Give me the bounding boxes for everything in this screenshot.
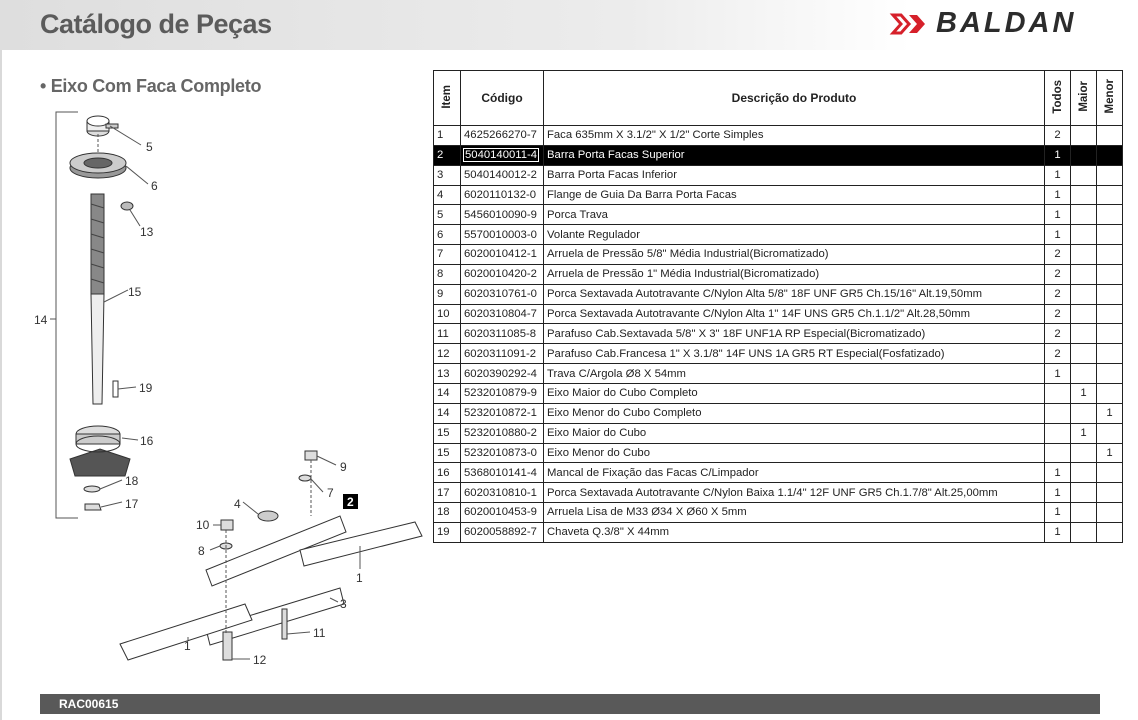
cell-all: 1	[1045, 463, 1071, 483]
cell-code: 6020058892-7	[461, 522, 544, 542]
cell-minor	[1097, 165, 1123, 185]
cell-all: 2	[1045, 264, 1071, 284]
cell-minor	[1097, 145, 1123, 165]
cell-all: 1	[1045, 522, 1071, 542]
cell-description: Faca 635mm X 3.1/2" X 1/2" Corte Simples	[544, 126, 1045, 146]
table-row[interactable]	[434, 423, 1123, 443]
cell-item: 9	[434, 284, 461, 304]
cell-all: 2	[1045, 284, 1071, 304]
callout-10: 10	[196, 518, 210, 532]
cell-description: Porca Sextavada Autotravante C/Nylon Baixa 1.1/4" 12F UNF GR5 Ch.1.7/8" Alt.25,00mm	[544, 483, 1045, 503]
cell-code: 6020310804-7	[461, 304, 544, 324]
cell-code: 6020311085-8	[461, 324, 544, 344]
cell-code: 5040140011-4	[461, 145, 544, 165]
callout-5: 5	[146, 140, 153, 154]
cell-code: 5232010880-2	[461, 423, 544, 443]
cell-item: 11	[434, 324, 461, 344]
cell-code: 6020010420-2	[461, 264, 544, 284]
cell-item: 7	[434, 245, 461, 265]
header-item: Item	[434, 71, 461, 126]
brand-logo	[889, 6, 1104, 42]
cell-all: 1	[1045, 503, 1071, 523]
part-10-nut	[221, 520, 233, 530]
cell-item: 19	[434, 522, 461, 542]
part-18-washer	[84, 486, 100, 492]
table-row[interactable]	[434, 185, 1123, 205]
cell-code: 6020311091-2	[461, 344, 544, 364]
cell-description: Porca Sextavada Autotravante C/Nylon Alta 5/8" 18F UNF GR5 Ch.15/16" Alt.19,50mm	[544, 284, 1045, 304]
parts-table-body	[434, 126, 1123, 543]
cell-code: 5570010003-0	[461, 225, 544, 245]
cell-code: 6020110132-0	[461, 185, 544, 205]
cell-all: 1	[1045, 185, 1071, 205]
part-7-washer	[299, 475, 311, 481]
cell-minor	[1097, 264, 1123, 284]
cell-major	[1071, 503, 1097, 523]
cell-major	[1071, 284, 1097, 304]
table-row[interactable]	[434, 483, 1123, 503]
cell-minor	[1097, 364, 1123, 384]
document-code: RAC00615	[59, 697, 119, 711]
cell-minor	[1097, 383, 1123, 403]
cell-description: Barra Porta Facas Inferior	[544, 165, 1045, 185]
cell-item: 17	[434, 483, 461, 503]
cell-all	[1045, 423, 1071, 443]
cell-description: Parafuso Cab.Francesa 1" X 3.1/8" 14F UNS 1A GR5 RT Especial(Fosfatizado)	[544, 344, 1045, 364]
cell-minor	[1097, 483, 1123, 503]
cell-description: Porca Trava	[544, 205, 1045, 225]
cell-minor	[1097, 463, 1123, 483]
header-description: Descrição do Produto	[544, 71, 1045, 126]
cell-description: Volante Regulador	[544, 225, 1045, 245]
cell-minor	[1097, 503, 1123, 523]
brand-chevron-icon	[889, 6, 933, 42]
cell-code: 5232010879-9	[461, 383, 544, 403]
cell-code: 6020010412-1	[461, 245, 544, 265]
cell-minor	[1097, 344, 1123, 364]
page-title: Catálogo de Peças	[40, 9, 272, 39]
cell-item: 4	[434, 185, 461, 205]
cell-description: Eixo Maior do Cubo Completo	[544, 383, 1045, 403]
callout-1-upper: 1	[356, 571, 363, 585]
cell-minor: 1	[1097, 443, 1123, 463]
part-9-nut	[305, 451, 317, 460]
table-row[interactable]	[434, 522, 1123, 542]
callout-18: 18	[125, 474, 139, 488]
footer-bar	[40, 694, 1100, 714]
cell-major	[1071, 304, 1097, 324]
cell-major: 1	[1071, 423, 1097, 443]
cell-description: Porca Sextavada Autotravante C/Nylon Alta 1" 14F UNS GR5 Ch.1.1/2" Alt.28,50mm	[544, 304, 1045, 324]
table-row[interactable]	[434, 383, 1123, 403]
callout-3: 3	[340, 597, 347, 611]
section-title: • Eixo Com Faca Completo	[40, 76, 262, 96]
cell-all	[1045, 443, 1071, 463]
cell-description: Eixo Maior do Cubo	[544, 423, 1045, 443]
cell-item: 1	[434, 126, 461, 146]
table-row[interactable]	[434, 304, 1123, 324]
cell-major	[1071, 463, 1097, 483]
cell-description: Eixo Menor do Cubo	[544, 443, 1045, 463]
cell-major	[1071, 522, 1097, 542]
callout-1-lower: 1	[184, 639, 191, 653]
cell-all: 2	[1045, 324, 1071, 344]
part-5-lock-nut	[87, 116, 118, 136]
callout-11: 11	[313, 626, 326, 640]
table-row[interactable]	[434, 284, 1123, 304]
cell-minor	[1097, 126, 1123, 146]
table-row[interactable]	[434, 463, 1123, 483]
part-19-key	[113, 381, 118, 397]
callout-8: 8	[198, 544, 205, 558]
part-11-bolt	[282, 609, 287, 639]
cell-description: Flange de Guia Da Barra Porta Facas	[544, 185, 1045, 205]
part-12-bolt	[223, 632, 232, 660]
cell-major	[1071, 344, 1097, 364]
cell-description: Mancal de Fixação das Facas C/Limpador	[544, 463, 1045, 483]
cell-minor	[1097, 522, 1123, 542]
cell-item: 2	[434, 145, 461, 165]
callout-4: 4	[234, 497, 241, 511]
exploded-parts-diagram	[30, 104, 430, 684]
header-major: Maior	[1071, 71, 1097, 126]
cell-item: 15	[434, 423, 461, 443]
callout-7: 7	[327, 486, 334, 500]
cell-major	[1071, 264, 1097, 284]
cell-description: Barra Porta Facas Superior	[544, 145, 1045, 165]
part-17-nut	[85, 504, 101, 510]
header-code: Código	[461, 71, 544, 126]
cell-all	[1045, 383, 1071, 403]
cell-all: 1	[1045, 483, 1071, 503]
callout-19: 19	[139, 381, 153, 395]
cell-all: 1	[1045, 225, 1071, 245]
cell-code: 6020310761-0	[461, 284, 544, 304]
cell-item: 3	[434, 165, 461, 185]
cell-item: 8	[434, 264, 461, 284]
cell-item: 16	[434, 463, 461, 483]
cell-code: 6020390292-4	[461, 364, 544, 384]
table-row[interactable]	[434, 126, 1123, 146]
table-row[interactable]	[434, 503, 1123, 523]
cell-code: 4625266270-7	[461, 126, 544, 146]
cell-item: 10	[434, 304, 461, 324]
cell-minor	[1097, 304, 1123, 324]
callout-13: 13	[140, 225, 154, 239]
cell-description: Parafuso Cab.Sextavada 5/8" X 3" 18F UNF1A RP Especial(Bicromatizado)	[544, 324, 1045, 344]
cell-minor	[1097, 185, 1123, 205]
table-row[interactable]	[434, 344, 1123, 364]
table-row[interactable]	[434, 245, 1123, 265]
table-row[interactable]	[434, 403, 1123, 423]
cell-minor	[1097, 245, 1123, 265]
cell-item: 5	[434, 205, 461, 225]
callout-12: 12	[253, 653, 267, 667]
brand-name: BALDAN	[936, 7, 1077, 39]
parts-table	[433, 70, 1123, 543]
table-row[interactable]	[434, 364, 1123, 384]
cell-major	[1071, 403, 1097, 423]
callout-6: 6	[151, 179, 158, 193]
cell-minor	[1097, 225, 1123, 245]
callout-17: 17	[125, 497, 139, 511]
cell-description: Arruela de Pressão 5/8" Média Industrial(Bicromatizado)	[544, 245, 1045, 265]
cell-major	[1071, 145, 1097, 165]
page-header	[0, 0, 1138, 50]
cell-description: Trava C/Argola Ø8 X 54mm	[544, 364, 1045, 384]
cell-major	[1071, 324, 1097, 344]
cell-major	[1071, 443, 1097, 463]
part-15-shaft	[91, 194, 104, 404]
cell-description: Chaveta Q.3/8" X 44mm	[544, 522, 1045, 542]
table-header-row	[434, 71, 1123, 126]
cell-description: Eixo Menor do Cubo Completo	[544, 403, 1045, 423]
cell-item: 14	[434, 403, 461, 423]
cell-item: 12	[434, 344, 461, 364]
left-border	[0, 50, 2, 720]
cell-item: 14	[434, 383, 461, 403]
cell-major	[1071, 126, 1097, 146]
table-row[interactable]	[434, 264, 1123, 284]
cell-major	[1071, 165, 1097, 185]
cell-item: 6	[434, 225, 461, 245]
cell-minor	[1097, 423, 1123, 443]
cell-code: 5040140012-2	[461, 165, 544, 185]
callout-9: 9	[340, 460, 347, 474]
cell-all: 1	[1045, 205, 1071, 225]
part-16-bearing	[70, 426, 130, 476]
table-row[interactable]	[434, 443, 1123, 463]
cell-code: 5368010141-4	[461, 463, 544, 483]
cell-code: 5232010873-0	[461, 443, 544, 463]
cell-all: 1	[1045, 165, 1071, 185]
table-row[interactable]	[434, 225, 1123, 245]
header-minor: Menor	[1097, 71, 1123, 126]
cell-minor	[1097, 324, 1123, 344]
part-6-regulator-wheel	[70, 153, 126, 178]
cell-minor	[1097, 205, 1123, 225]
cell-minor: 1	[1097, 403, 1123, 423]
part-13-pin	[121, 202, 133, 210]
cell-major: 1	[1071, 383, 1097, 403]
cell-major	[1071, 483, 1097, 503]
table-row[interactable]	[434, 205, 1123, 225]
table-row[interactable]	[434, 145, 1123, 165]
cell-all: 1	[1045, 364, 1071, 384]
cell-all: 2	[1045, 344, 1071, 364]
cell-all: 2	[1045, 126, 1071, 146]
table-row[interactable]	[434, 324, 1123, 344]
cell-code: 6020310810-1	[461, 483, 544, 503]
cell-item: 13	[434, 364, 461, 384]
cell-all: 1	[1045, 145, 1071, 165]
cell-minor	[1097, 284, 1123, 304]
cell-item: 15	[434, 443, 461, 463]
callout-14: 14	[34, 313, 48, 327]
cell-major	[1071, 245, 1097, 265]
cell-major	[1071, 364, 1097, 384]
cell-major	[1071, 225, 1097, 245]
cell-all	[1045, 403, 1071, 423]
cell-major	[1071, 185, 1097, 205]
table-row[interactable]	[434, 165, 1123, 185]
cell-code: 6020010453-9	[461, 503, 544, 523]
callout-16: 16	[140, 434, 154, 448]
cell-description: Arruela de Pressão 1" Média Industrial(Bicromatizado)	[544, 264, 1045, 284]
cell-description: Arruela Lisa de M33 Ø34 X Ø60 X 5mm	[544, 503, 1045, 523]
cell-major	[1071, 205, 1097, 225]
callout-15: 15	[128, 285, 142, 299]
cell-code: 5232010872-1	[461, 403, 544, 423]
part-4-flange	[258, 511, 278, 521]
cell-code: 5456010090-9	[461, 205, 544, 225]
cell-all: 2	[1045, 245, 1071, 265]
callout-2: 2	[347, 495, 354, 509]
header-all: Todos	[1045, 71, 1071, 126]
cell-all: 2	[1045, 304, 1071, 324]
cell-item: 18	[434, 503, 461, 523]
